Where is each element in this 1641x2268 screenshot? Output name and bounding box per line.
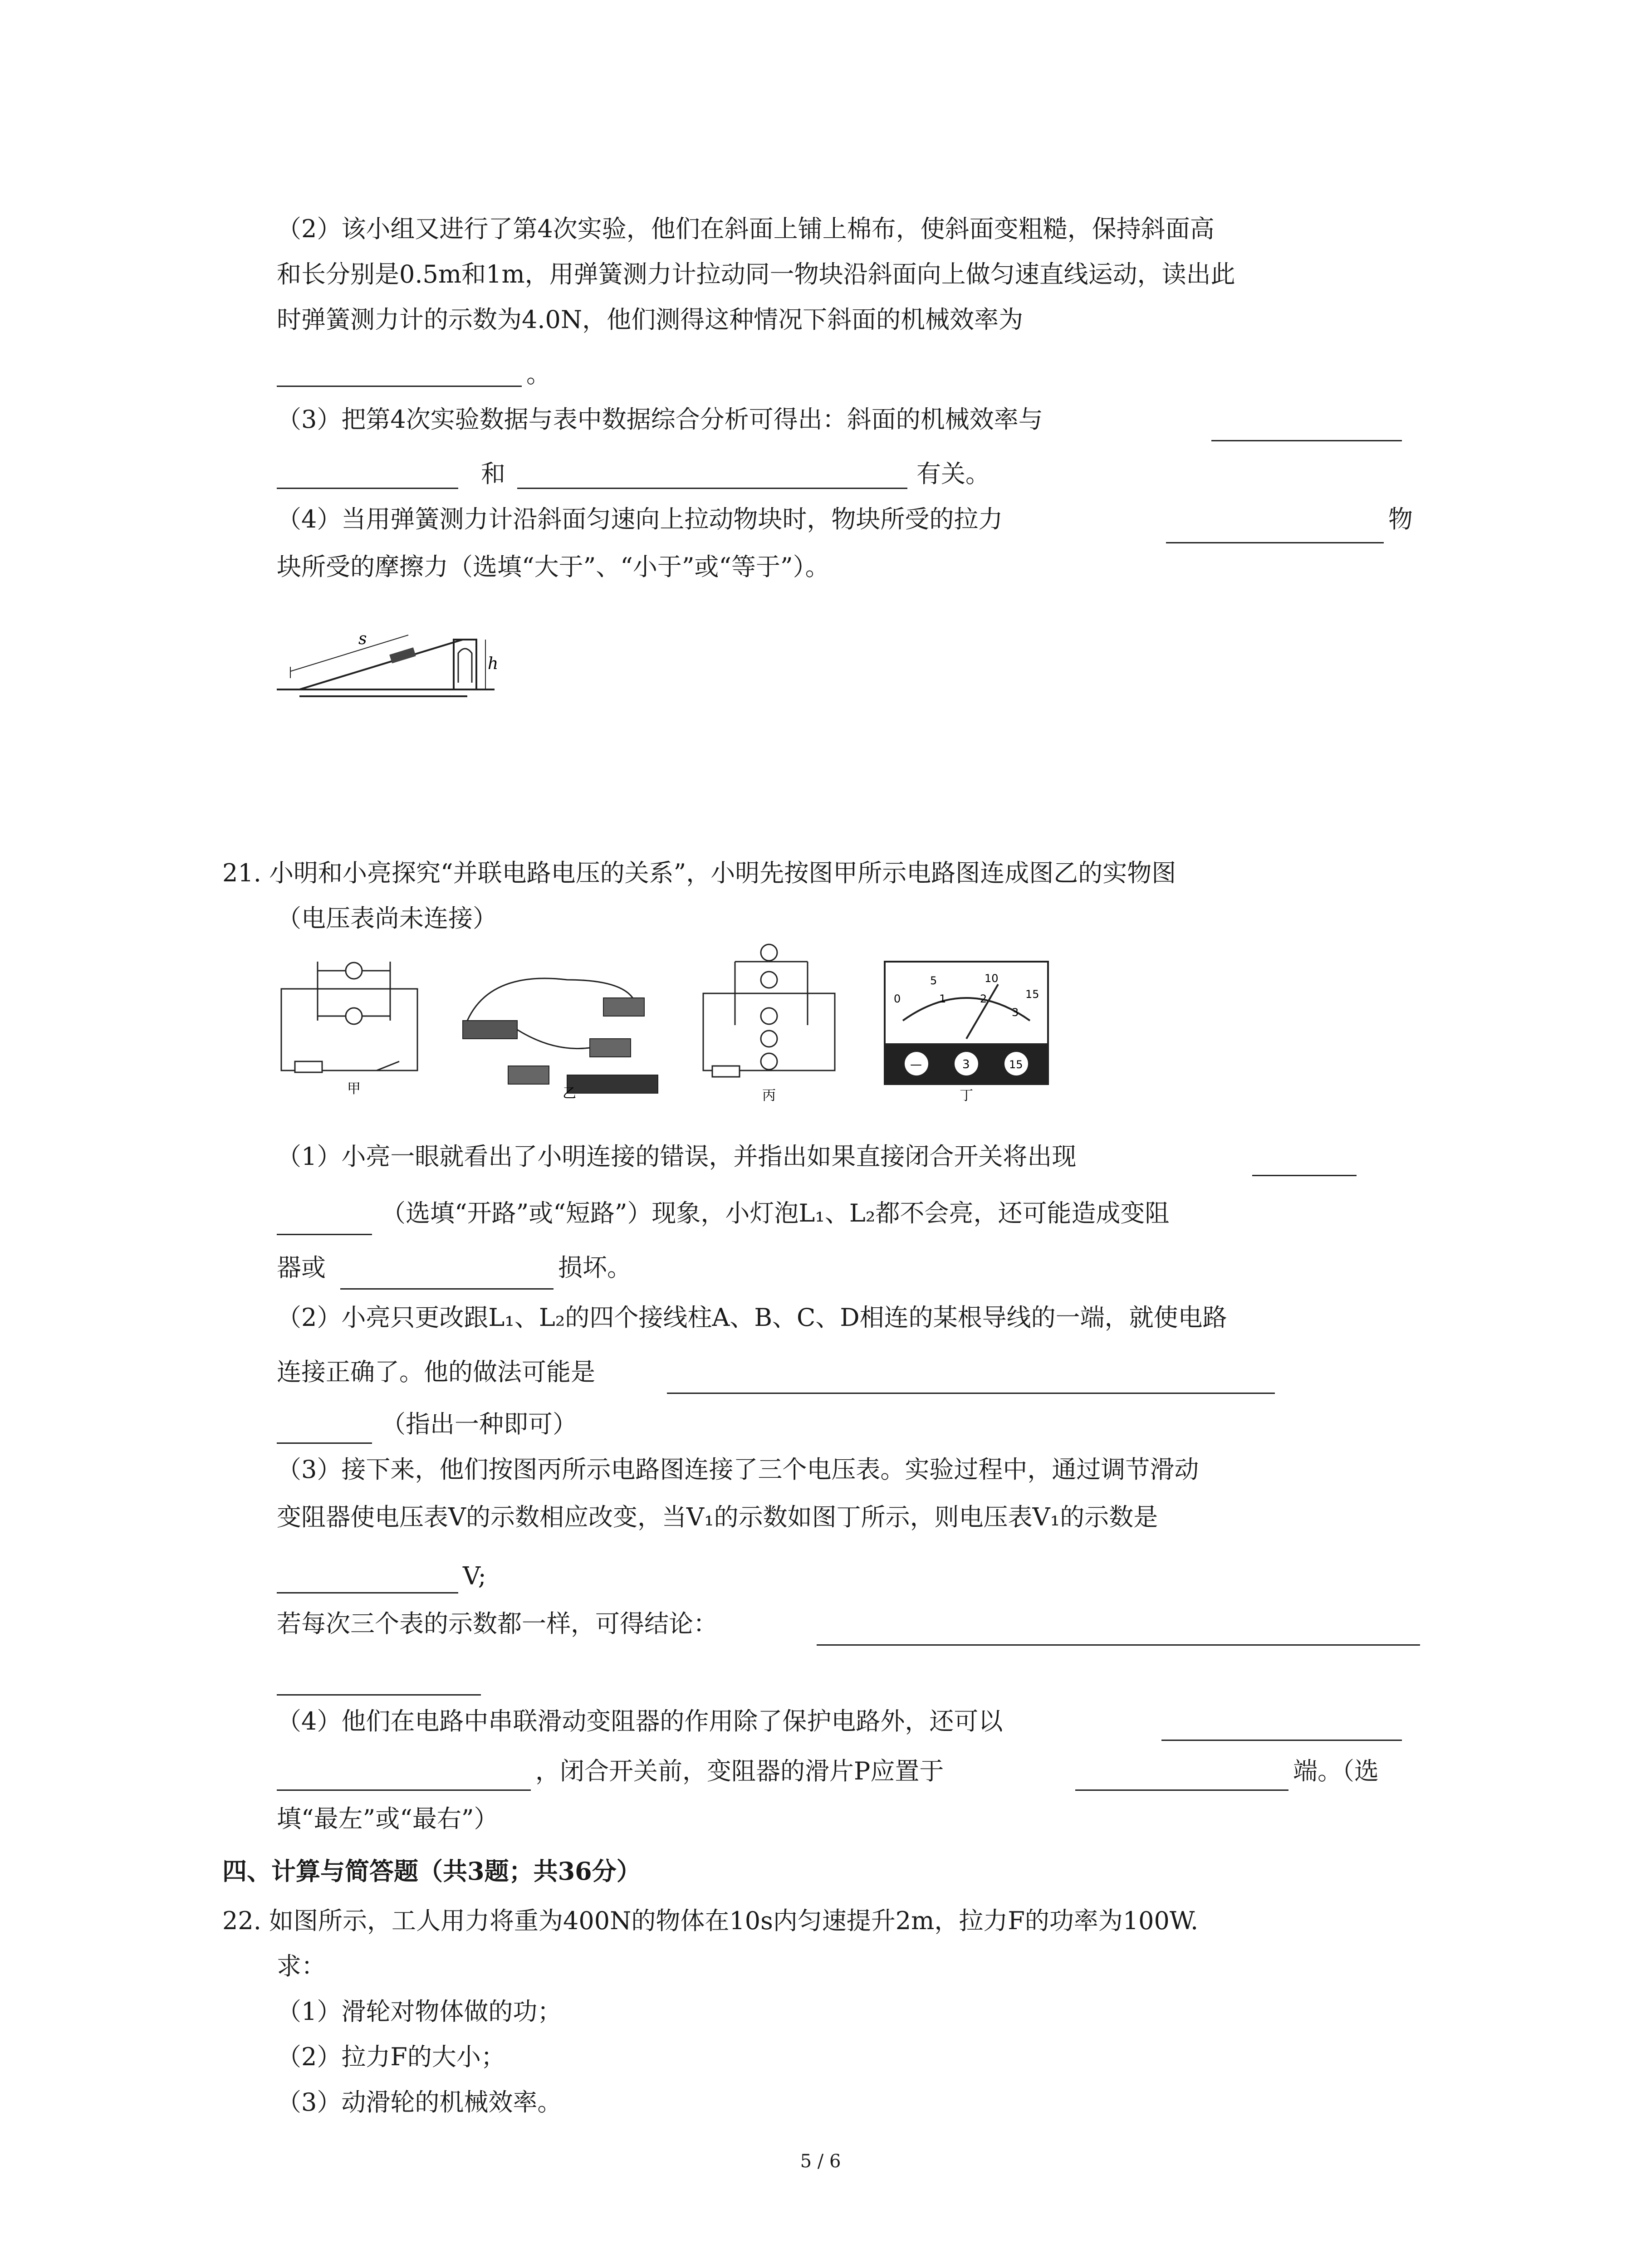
incline-figure: [272, 599, 499, 708]
meter-terminal-negative: —: [910, 1058, 922, 1071]
q20-answer-blank-factor2[interactable]: [517, 488, 907, 489]
q21-part2-line2: 连接正确了。他的做法可能是: [277, 1358, 595, 1386]
meter-bottom-tick-1: 1: [939, 992, 946, 1005]
voltmeter-figure-ding: [880, 957, 1053, 1107]
q21-answer-blank-slider-end[interactable]: [1075, 1789, 1288, 1791]
q21-part1-line1: （1）小亮一眼就看出了小明连接的错误，并指出如果直接闭合开关将出现: [277, 1142, 1077, 1171]
meter-top-tick-15: 15: [1025, 988, 1039, 1001]
meter-top-tick-5: 5: [930, 974, 937, 987]
q21-part2-line1: （2）小亮只更改跟L₁、L₂的四个接线柱A、B、C、D相连的某根导线的一端，就使电路: [277, 1303, 1227, 1332]
q22-subquestion-2: （2）拉力F的大小；: [277, 2043, 505, 2071]
q21-part3-line1: （3）接下来，他们按图丙所示电路图连接了三个电压表。实验过程中，通过调节滑动: [277, 1455, 1199, 1484]
page-number: 5 / 6: [800, 2151, 841, 2172]
q20-part2-line3: 时弹簧测力计的示数为4.0N，他们测得这种情况下斜面的机械效率为: [277, 305, 1024, 334]
meter-top-tick-10: 10: [985, 972, 999, 985]
q20-answer-blank-compare[interactable]: [1166, 542, 1384, 543]
figure-label-yi: 乙: [563, 1085, 576, 1101]
figure-label-jia: 甲: [347, 1081, 361, 1097]
q21-answer-blank-phenomenon-a[interactable]: [1252, 1175, 1357, 1176]
q21-answer-blank-role-a[interactable]: [1161, 1740, 1402, 1741]
q20-part4-line2: 块所受的摩擦力（选填“大于”、“小于”或“等于”）。: [277, 552, 830, 581]
q20-answer-blank-factor1a[interactable]: [1211, 440, 1402, 441]
q20-answer-blank-efficiency[interactable]: [277, 386, 522, 387]
q22-subquestion-1: （1）滑轮对物体做的功；: [277, 1997, 562, 2026]
q21-answer-blank-voltage[interactable]: [277, 1592, 458, 1593]
q20-part2-period: 。: [526, 360, 551, 388]
q20-part4-line1: （4）当用弹簧测力计沿斜面匀速向上拉动物块时，物块所受的拉力: [277, 505, 1003, 533]
figure-label-bing: 丙: [762, 1088, 776, 1104]
meter-bottom-tick-3: 3: [1012, 1006, 1019, 1019]
q20-part4-line1-end: 物: [1388, 505, 1413, 533]
q22-stem-line2: 求：: [277, 1952, 326, 1980]
q21-answer-blank-method-a[interactable]: [667, 1393, 1275, 1394]
q21-part2-line3: （指出一种即可）: [381, 1410, 577, 1438]
q21-answer-blank-role-b[interactable]: [277, 1789, 531, 1791]
meter-terminal-15: 15: [1009, 1058, 1023, 1071]
q21-part4-line3: 填“最左”或“最右”）: [277, 1804, 499, 1833]
q22-stem-line1: 22. 如图所示，工人用力将重为400N的物体在10s内匀速提升2m，拉力F的功率为100W.: [222, 1906, 1199, 1935]
meter-terminal-3: 3: [962, 1058, 970, 1071]
q21-answer-blank-damaged[interactable]: [340, 1288, 554, 1290]
q21-answer-blank-phenomenon-b[interactable]: [277, 1234, 372, 1235]
section4-heading: 四、计算与简答题（共3题；共36分）: [222, 1857, 641, 1886]
q21-part1-line3b: 损坏。: [558, 1253, 632, 1282]
q21-part4-line2a: ，闭合开关前，变阻器的滑片P应置于: [535, 1757, 944, 1785]
circuit-diagram-jia: [272, 953, 436, 1102]
meter-bottom-tick-2: 2: [980, 992, 987, 1005]
q21-part4-line1: （4）他们在电路中串联滑动变阻器的作用除了保护电路外，还可以: [277, 1707, 1003, 1735]
q21-part3-line3: V;: [463, 1562, 486, 1590]
figure-label-ding: 丁: [960, 1088, 973, 1104]
circuit-photo-yi: [454, 953, 690, 1102]
q20-part3-and: 和: [481, 459, 505, 488]
q21-answer-blank-conclusion-a[interactable]: [817, 1644, 1420, 1646]
q21-stem-line2: （电压表尚未连接）: [277, 904, 497, 933]
q21-part3-line2: 变阻器使电压表V的示数相应改变，当V₁的示数如图丁所示，则电压表V₁的示数是: [277, 1503, 1158, 1531]
q20-part3-line1: （3）把第4次实验数据与表中数据综合分析可得出：斜面的机械效率与: [277, 405, 1043, 434]
circuit-diagram-bing: [694, 943, 848, 1107]
q20-part2-line1: （2）该小组又进行了第4次实验，他们在斜面上铺上棉布，使斜面变粗糙，保持斜面高: [277, 215, 1215, 243]
q21-answer-blank-conclusion-b[interactable]: [277, 1694, 481, 1696]
q21-part1-line3a: 器或: [277, 1253, 326, 1282]
q21-stem-line1: 21. 小明和小亮探究“并联电路电压的关系”，小明先按图甲所示电路图连成图乙的实物图: [222, 859, 1176, 887]
meter-bottom-tick-0: 0: [894, 992, 901, 1005]
incline-label-s: s: [358, 630, 367, 648]
q21-part3-line4: 若每次三个表的示数都一样，可得结论：: [277, 1609, 718, 1638]
q20-part2-line2: 和长分别是0.5m和1m，用弹簧测力计拉动同一物块沿斜面向上做匀速直线运动，读出此: [277, 260, 1235, 288]
q22-subquestion-3: （3）动滑轮的机械效率。: [277, 2088, 562, 2116]
incline-label-h: h: [488, 655, 499, 673]
q21-part4-line2b: 端。（选: [1293, 1757, 1379, 1785]
q20-part3-end: 有关。: [916, 459, 990, 488]
q21-answer-blank-method-b[interactable]: [277, 1442, 372, 1444]
q20-answer-blank-factor1b[interactable]: [277, 488, 458, 489]
q21-part1-line2: （选填“开路”或“短路”）现象，小灯泡L₁、L₂都不会亮，还可能造成变阻: [381, 1199, 1170, 1227]
